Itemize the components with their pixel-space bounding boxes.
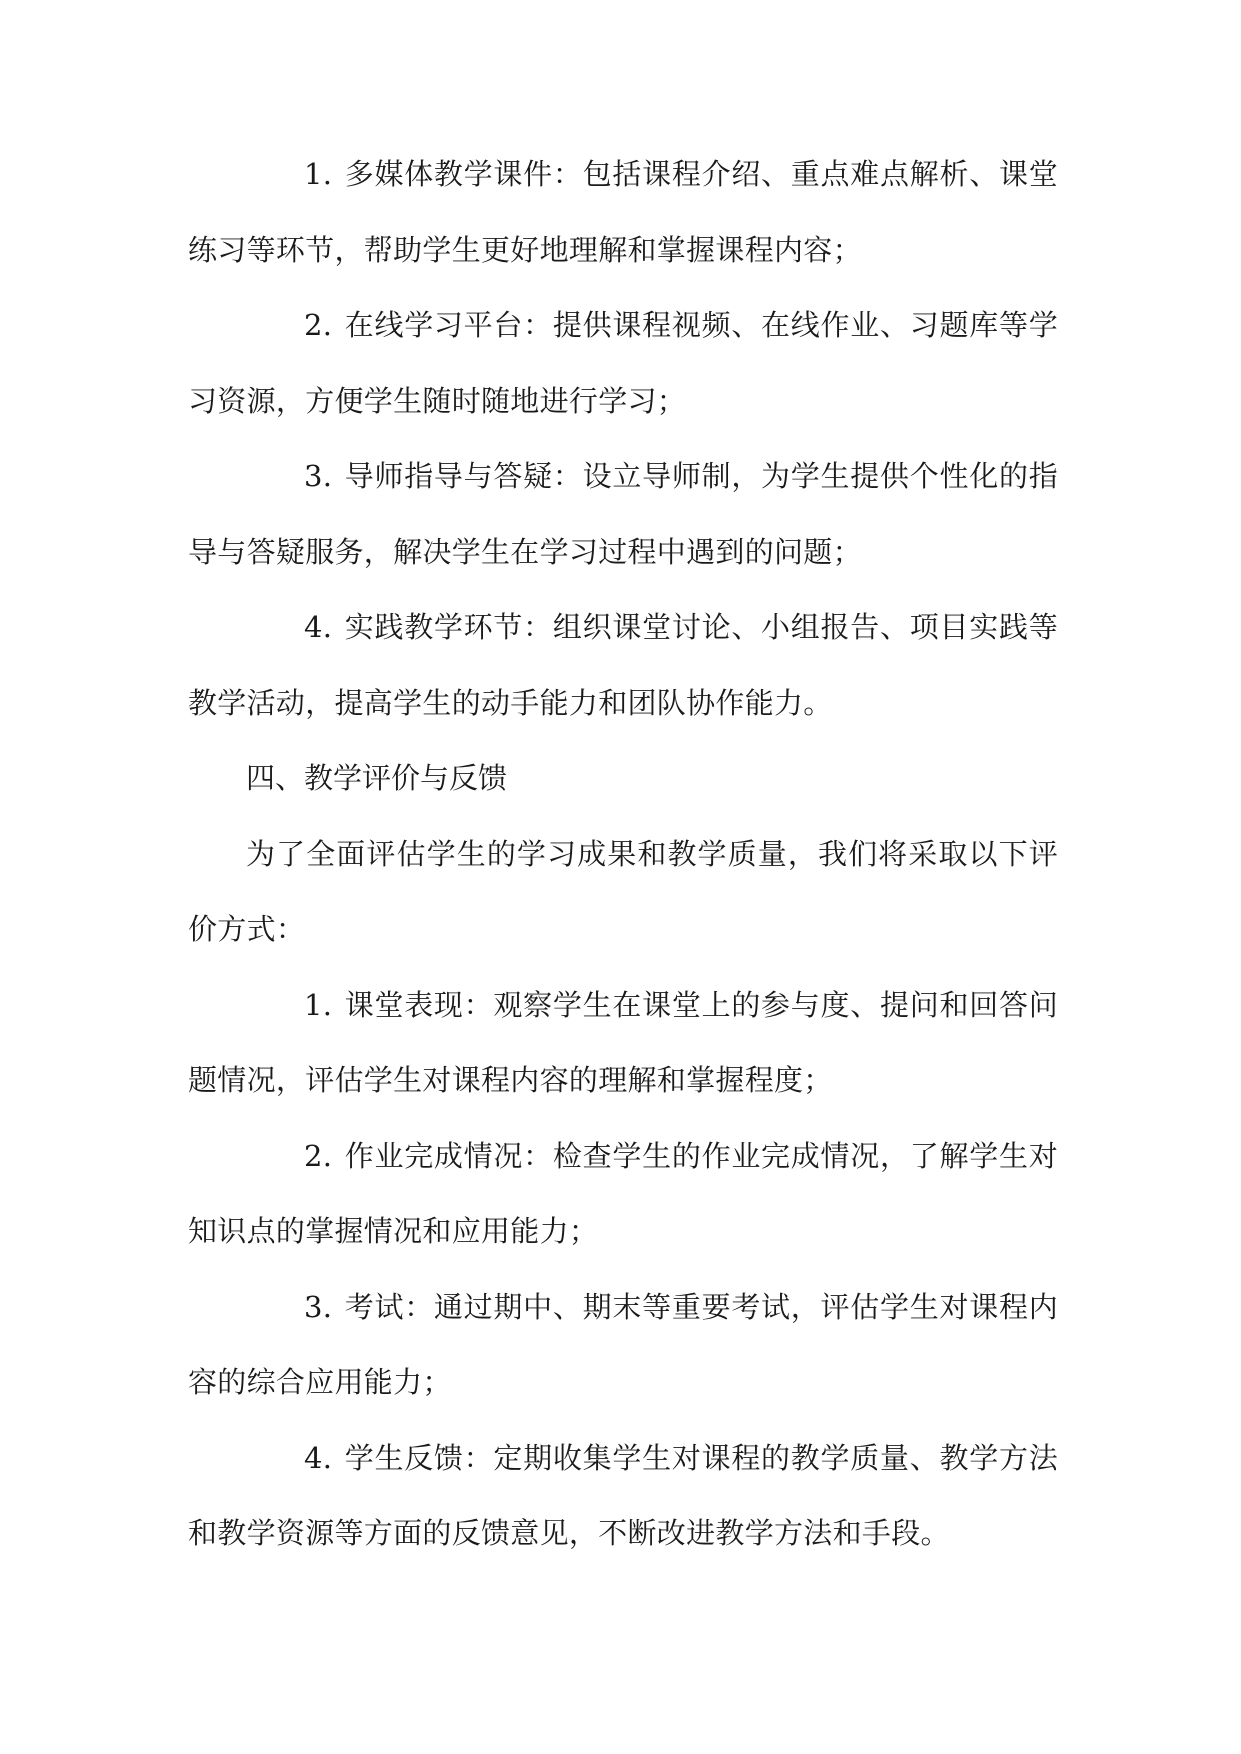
item-text: 实践教学环节：组织课堂讨论、小组报告、项目实践等教学活动，提高学生的动手能力和团队协作能力。 (188, 610, 1058, 720)
document-body (188, 137, 1058, 1572)
item-text: 考试：通过期中、期末等重要考试，评估学生对课程内容的综合应用能力； (188, 1289, 1058, 1399)
list-item (188, 1270, 1058, 1421)
list-item (188, 590, 1058, 741)
item-number: 2. (304, 308, 333, 342)
list-item (188, 1421, 1058, 1572)
item-number: 1. (304, 157, 333, 191)
item-text: 作业完成情况：检查学生的作业完成情况，了解学生对知识点的掌握情况和应用能力； (188, 1138, 1058, 1248)
item-number: 4. (304, 610, 333, 644)
list-item (188, 968, 1058, 1119)
item-number: 3. (304, 1289, 333, 1324)
item-number: 2. (304, 1138, 333, 1173)
section-intro: 为了全面评估学生的学习成果和教学质量，我们将采取以下评价方式： (188, 836, 1058, 946)
item-text: 导师指导与答疑：设立导师制，为学生提供个性化的指导与答疑服务，解决学生在学习过程中遇到的问题； (188, 459, 1058, 569)
list-item (188, 1119, 1058, 1270)
list-item (188, 288, 1058, 439)
item-number: 3. (304, 459, 333, 493)
item-text: 课堂表现：观察学生在课堂上的参与度、提问和回答问题情况，评估学生对课程内容的理解和掌握程度； (188, 987, 1058, 1097)
list-item (188, 439, 1058, 590)
list-item (188, 137, 1058, 288)
item-text: 在线学习平台：提供课程视频、在线作业、习题库等学习资源，方便学生随时随地进行学习； (188, 308, 1058, 418)
item-text: 学生反馈：定期收集学生对课程的教学质量、教学方法和教学资源等方面的反馈意见，不断改进教学方法和手段。 (188, 1440, 1058, 1550)
item-number: 4. (304, 1440, 333, 1475)
section-heading: 四、教学评价与反馈 (246, 761, 508, 795)
item-number: 1. (304, 987, 333, 1022)
item-text: 多媒体教学课件：包括课程介绍、重点难点解析、课堂练习等环节，帮助学生更好地理解和掌握课程内容； (188, 157, 1058, 267)
